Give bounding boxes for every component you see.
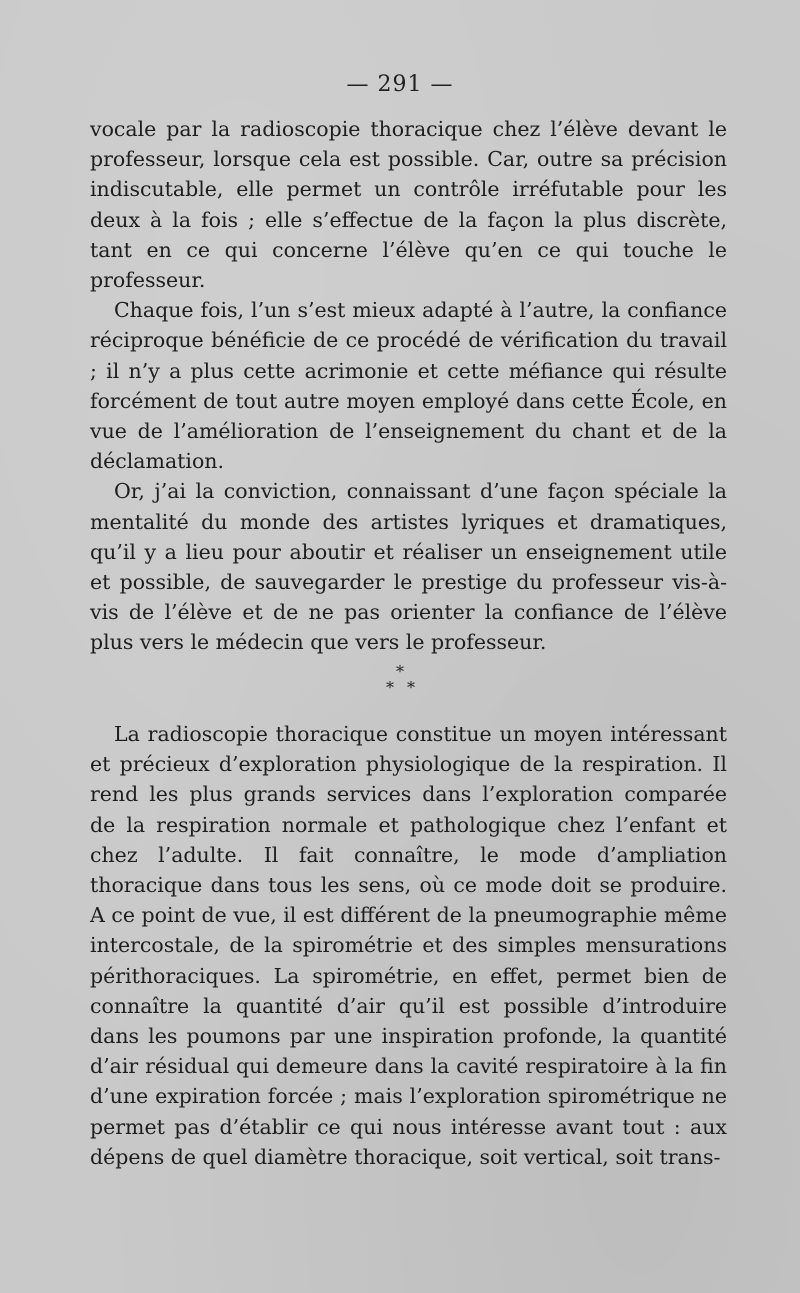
asterisk-icon: * — [396, 662, 404, 681]
asterisk-icon: * — [407, 678, 415, 697]
paragraph: Or, j’ai la conviction, connaissant d’une façon spéciale la mentalité du monde des artistes lyriques et dramatiques, qu’il y a lieu pour aboutir et réaliser un enseignement utile et possible, de sauvegarder le prestige du professeur vis-à-vis de l’élève et de ne pas orienter la confiance de l’élève plus vers le médecin que vers le professeur. — [90, 479, 727, 655]
page-number: — 291 — — [346, 72, 454, 97]
section-separator-asterism — [370, 664, 430, 704]
paragraph: La radioscopie thoracique constitue un moyen intéressant et précieux d’exploration physiologique de la respiration. Il rend les plus grands services dans l’exploration comparée de la respiration normale et pathologique chez l’enfant et chez l’adulte. Il fait connaître, le mode d’ampliation thoracique dans tous les sens, où ce mode doit se produire. A ce point de vue, il est différent de la pneumographie même intercostale, de la spirométrie et des simples mensurations périthoraciques. La spirométrie, en effet, permet bien de connaître la quantité d’air qu’il est possible d’introduire dans les poumons par une inspiration profonde, la quantité d’air résidual qui demeure dans la cavité respiratoire à la fin d’une expiration forcée ; mais l’exploration spirométrique ne permet pas d’établir ce qui nous intéresse avant tout : aux dépens de quel diamètre thoracique, soit vertical, soit trans- — [90, 722, 727, 1169]
text-section-1 — [90, 114, 727, 658]
text-section-2 — [90, 719, 727, 1172]
paragraph-continuation: vocale par la radioscopie thoracique chez l’élève devant le professeur, lorsque cela est possible. Car, outre sa précision indiscutable, elle permet un contrôle irréfutable pour les deux à la fois ; elle s’effectue de la façon la plus discrète, tant en ce qui concerne l’élève qu’en ce qui touche le professeur. — [90, 117, 727, 293]
asterisk-icon: * — [386, 678, 394, 697]
paragraph: Chaque fois, l’un s’est mieux adapté à l’autre, la confiance réciproque bénéficie de ce procédé de vérification du travail ; il n’y a plus cette acrimonie et cette méfiance qui résulte forcément de tout autre moyen employé dans cette École, en vue de l’amélioration de l’enseignement du chant et de la déclamation. — [90, 298, 727, 474]
